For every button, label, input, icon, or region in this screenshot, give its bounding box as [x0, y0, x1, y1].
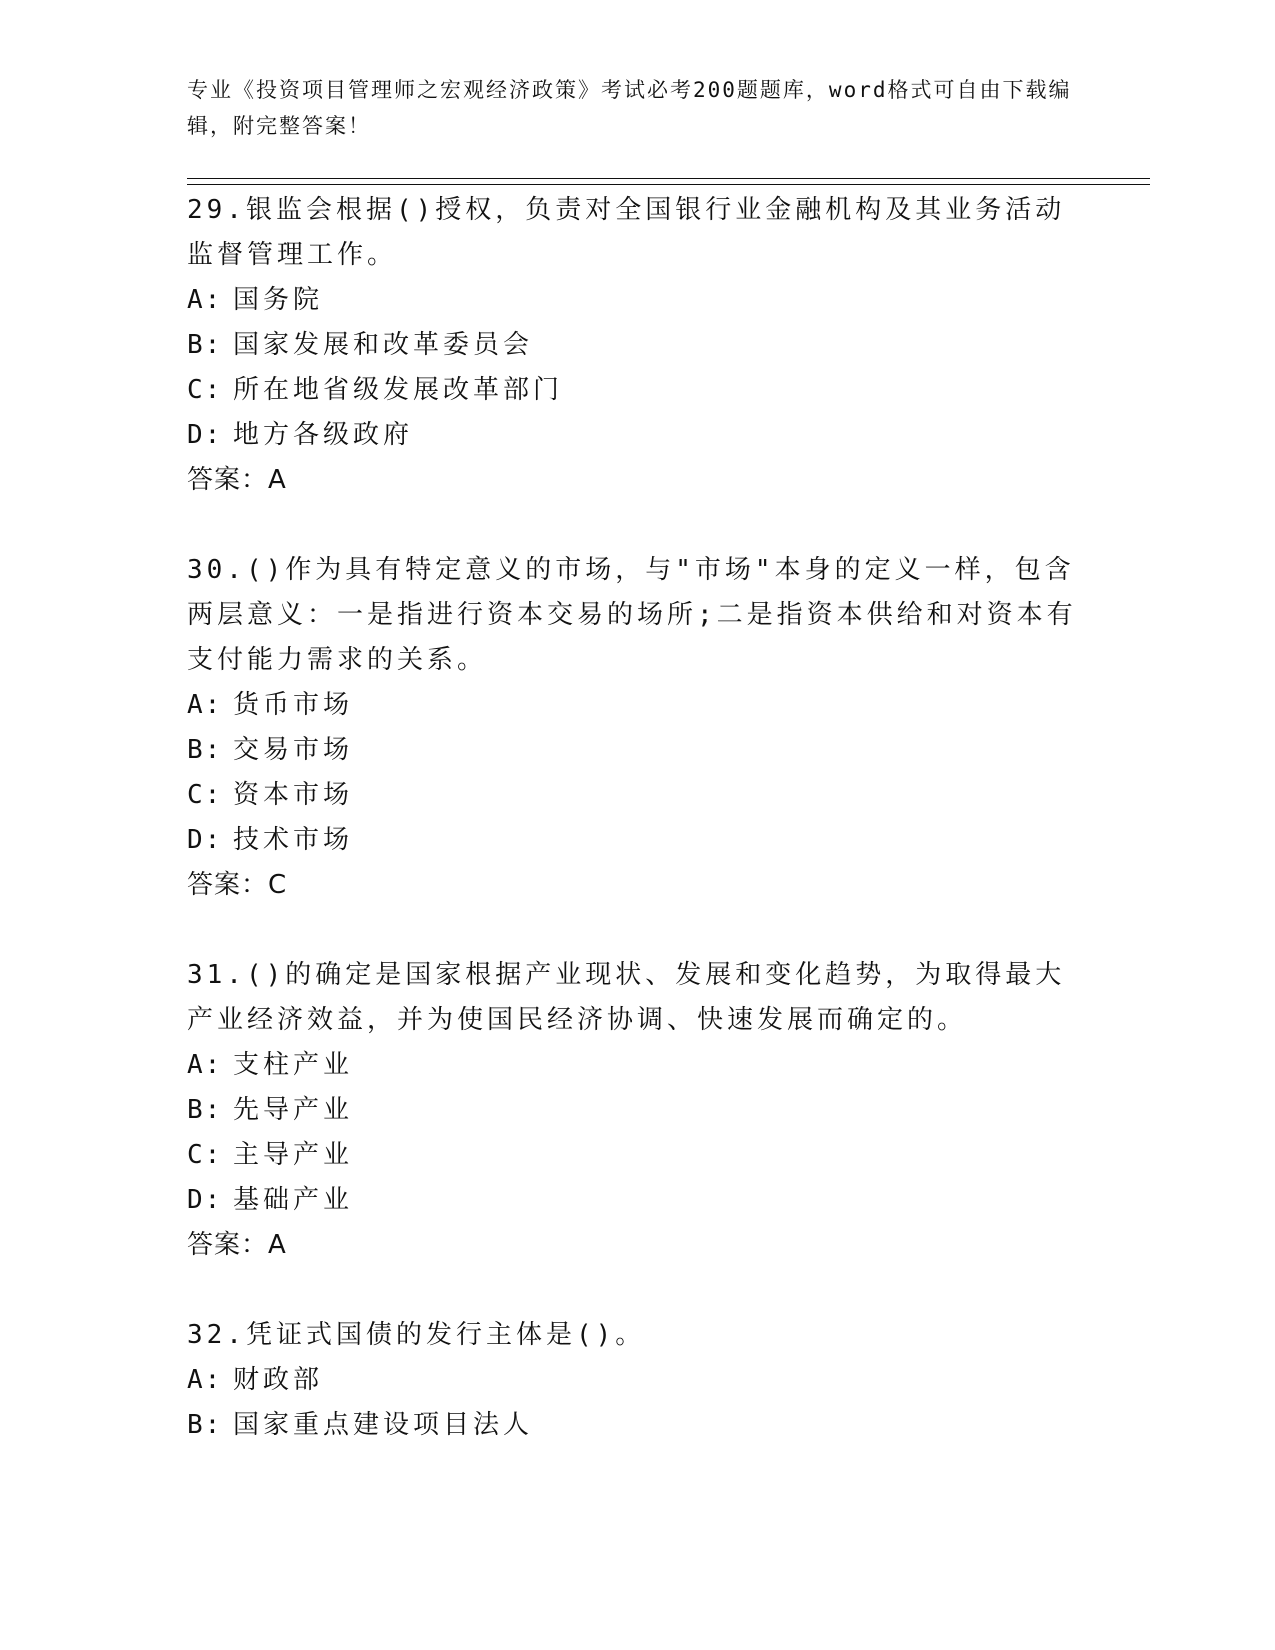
question-stem: 32.凭证式国债的发行主体是()。 — [187, 1320, 646, 1350]
option-text: 财政部 — [233, 1365, 324, 1395]
document-header: 专业《投资项目管理师之宏观经济政策》考试必考200题题库，word格式可自由下载编辑，附完整答案！ — [187, 78, 1072, 138]
option-letter: B: — [187, 1095, 223, 1125]
option-b — [187, 323, 1087, 368]
option-text: 地方各级政府 — [233, 420, 414, 450]
option-text: 技术市场 — [233, 825, 354, 855]
option-letter: D: — [187, 1185, 223, 1215]
header-divider-bottom — [187, 184, 1150, 185]
option-text: 国家发展和改革委员会 — [233, 330, 534, 360]
option-text: 先导产业 — [233, 1095, 354, 1125]
question-29 — [187, 188, 1087, 503]
question-32 — [187, 1313, 1087, 1448]
question-stem: 31.()的确定是国家根据产业现状、发展和变化趋势，为取得最大产业经济效益，并为使国民经济协调、快速发展而确定的。 — [187, 960, 1066, 1035]
option-letter: A: — [187, 690, 223, 720]
option-d — [187, 818, 1087, 863]
question-list — [187, 188, 1087, 1493]
option-letter: B: — [187, 330, 223, 360]
option-b — [187, 728, 1087, 773]
option-letter: A: — [187, 285, 223, 315]
answer-line: 答案：C — [187, 870, 288, 900]
option-text: 基础产业 — [233, 1185, 354, 1215]
option-letter: C: — [187, 1140, 223, 1170]
option-text: 交易市场 — [233, 735, 354, 765]
option-c — [187, 773, 1087, 818]
option-text: 国务院 — [233, 285, 324, 315]
option-text: 主导产业 — [233, 1140, 354, 1170]
option-text: 所在地省级发展改革部门 — [233, 375, 564, 405]
question-30 — [187, 548, 1087, 908]
option-text: 货币市场 — [233, 690, 354, 720]
option-letter: C: — [187, 375, 223, 405]
option-a — [187, 1358, 1087, 1403]
option-letter: B: — [187, 1410, 223, 1440]
option-b — [187, 1403, 1087, 1448]
question-stem: 30.()作为具有特定意义的市场，与"市场"本身的定义一样，包含两层意义：一是指进行资本交易的场所;二是指资本供给和对资本有支付能力需求的关系。 — [187, 555, 1077, 675]
answer-line: 答案：A — [187, 1230, 287, 1260]
question-stem: 29.银监会根据()授权，负责对全国银行业金融机构及其业务活动监督管理工作。 — [187, 195, 1066, 270]
option-letter: A: — [187, 1050, 223, 1080]
option-letter: C: — [187, 780, 223, 810]
option-letter: D: — [187, 825, 223, 855]
option-letter: D: — [187, 420, 223, 450]
option-letter: A: — [187, 1365, 223, 1395]
option-d — [187, 1178, 1087, 1223]
option-text: 国家重点建设项目法人 — [233, 1410, 534, 1440]
option-d — [187, 413, 1087, 458]
option-c — [187, 1133, 1087, 1178]
option-text: 资本市场 — [233, 780, 354, 810]
question-31 — [187, 953, 1087, 1268]
option-b — [187, 1088, 1087, 1133]
option-a — [187, 278, 1087, 323]
option-a — [187, 1043, 1087, 1088]
option-a — [187, 683, 1087, 728]
option-c — [187, 368, 1087, 413]
option-text: 支柱产业 — [233, 1050, 354, 1080]
option-letter: B: — [187, 735, 223, 765]
answer-line: 答案：A — [187, 465, 287, 495]
header-divider-top — [187, 178, 1150, 179]
